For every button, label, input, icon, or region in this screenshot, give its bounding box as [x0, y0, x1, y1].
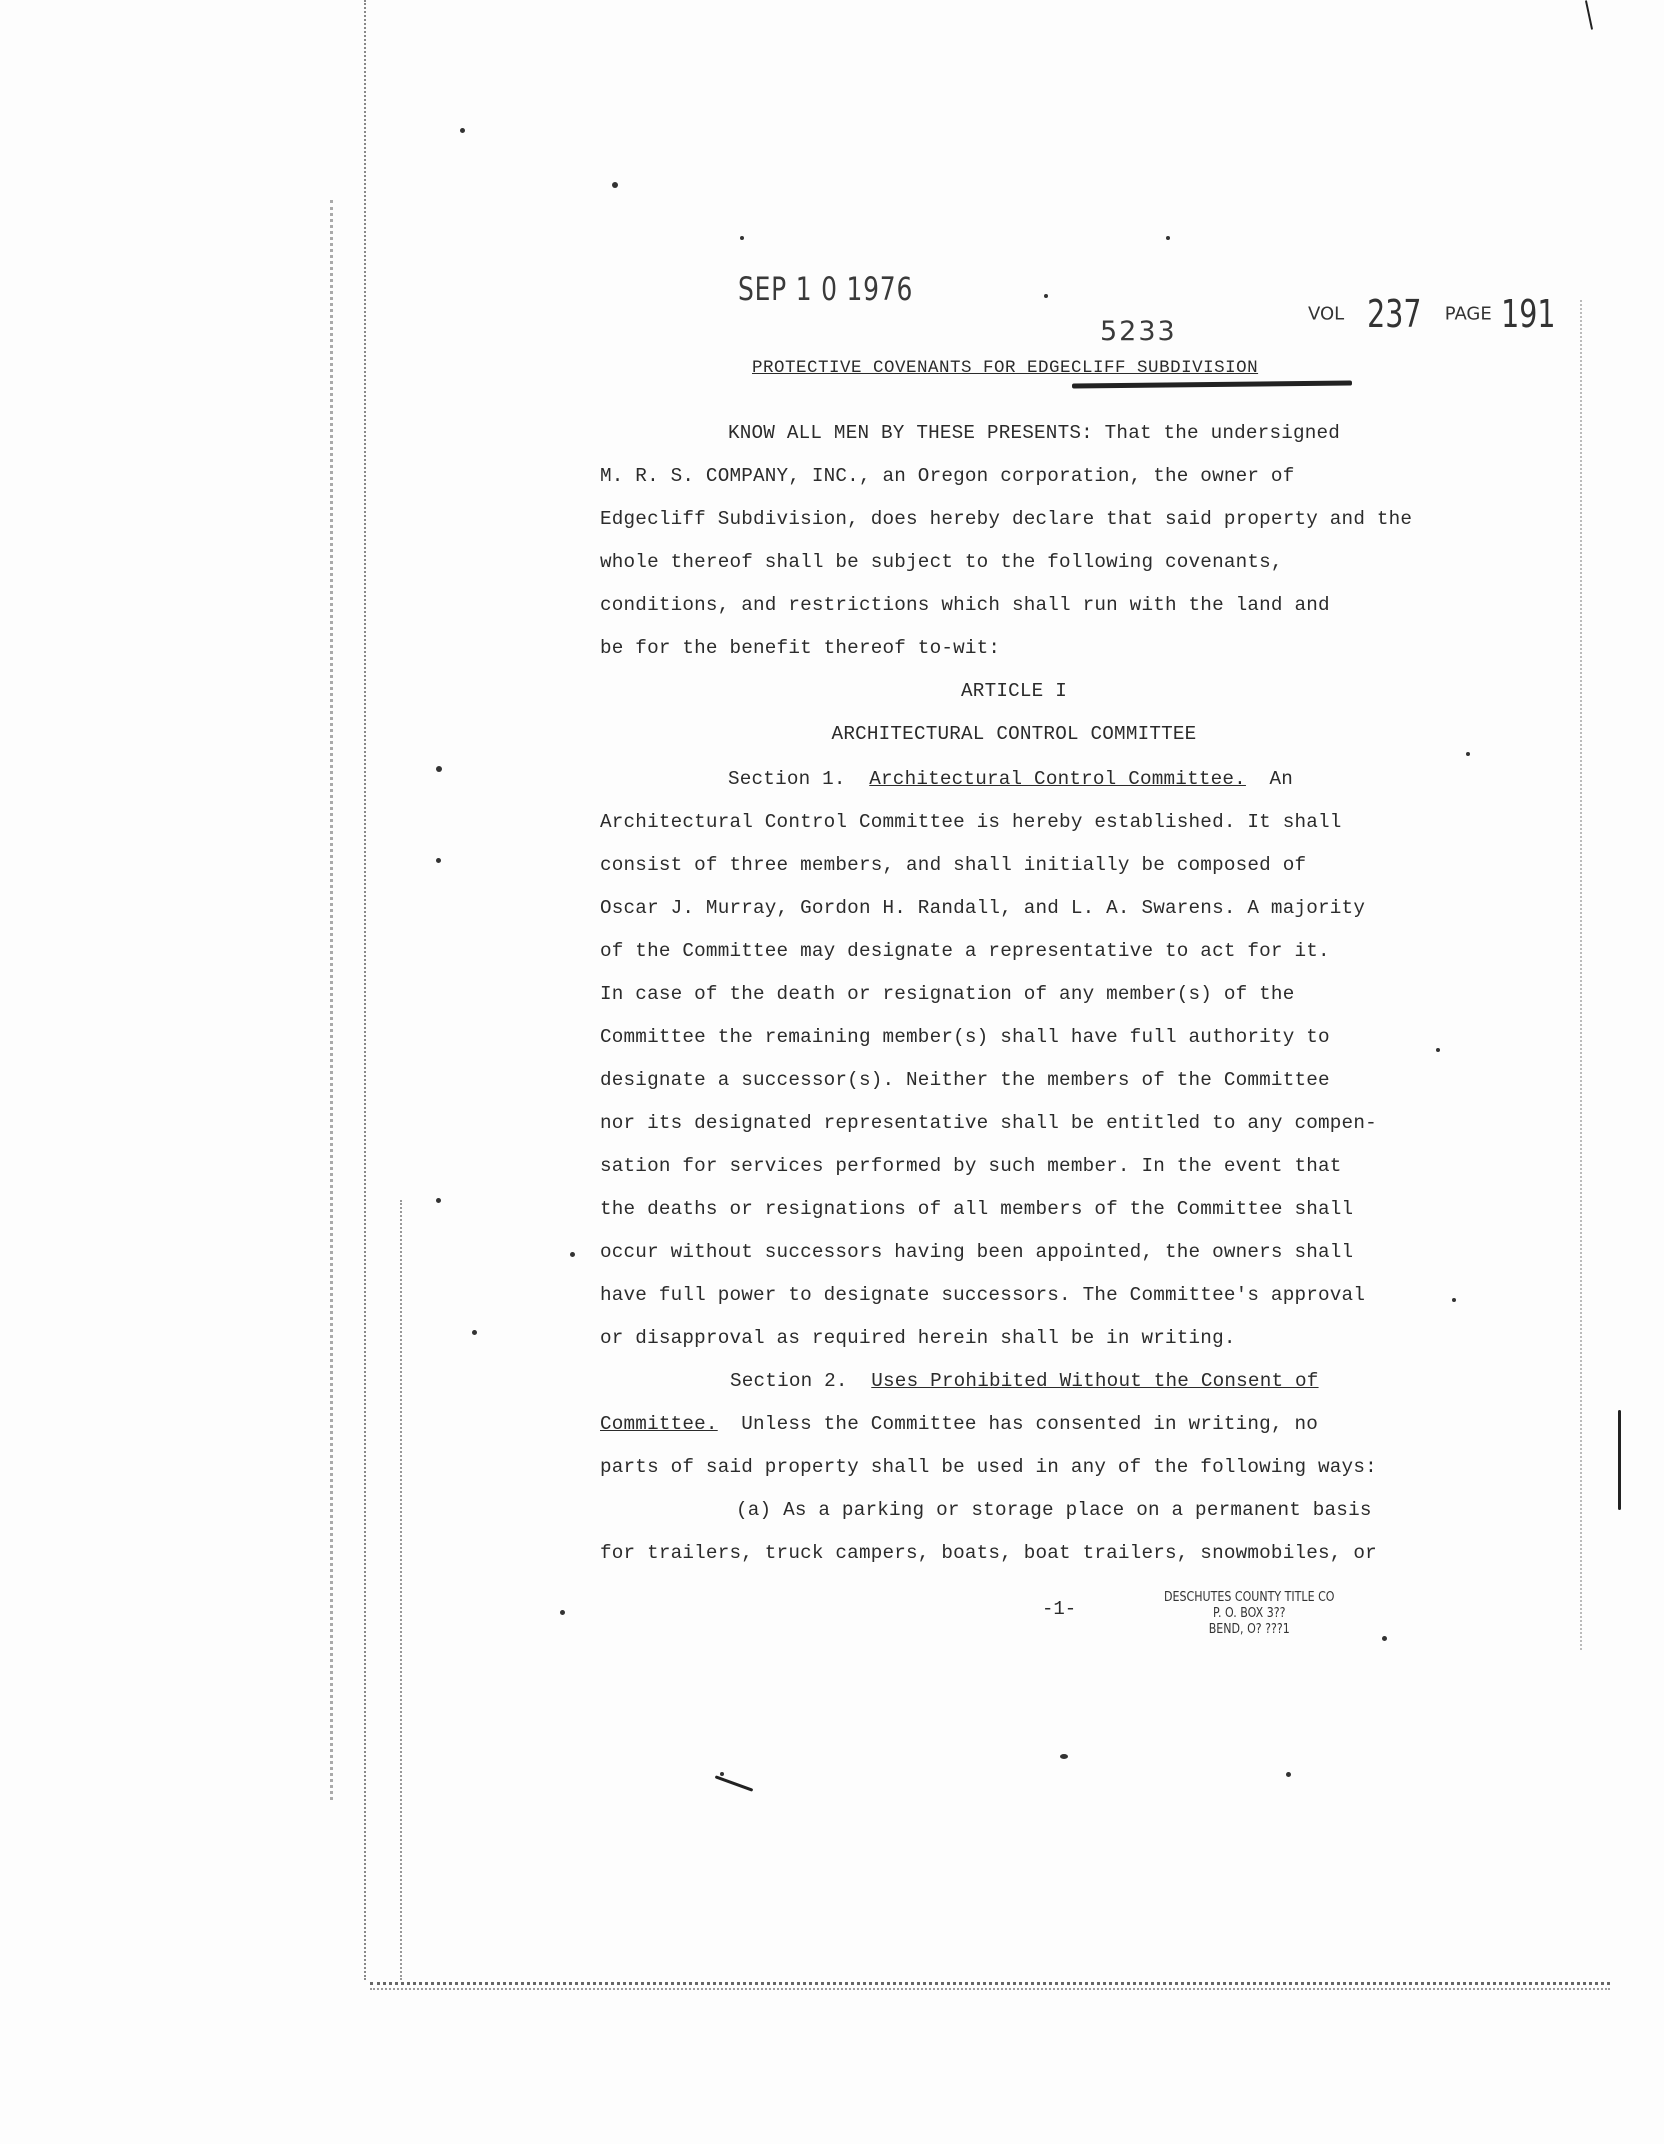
article-number: ARTICLE I [961, 680, 1067, 702]
scan-speck [740, 236, 744, 240]
section1-line: Architectural Control Committee is hereby established. It shall [600, 811, 1342, 833]
section2-label: Section 2. [730, 1370, 848, 1392]
scan-speck [472, 1330, 477, 1335]
volume-page-stamp [1308, 292, 1564, 336]
intro-line: KNOW ALL MEN BY THESE PRESENTS: That the undersigned [728, 422, 1341, 444]
section1-line: have full power to designate successors. The Committee's approval [600, 1284, 1366, 1306]
scan-edge-stroke [1618, 1410, 1621, 1510]
section2-item-a-continued: for trailers, truck campers, boats, boat trailers, snowmobiles, or [600, 1542, 1377, 1564]
article-heading: ARCHITECTURAL CONTROL COMMITTEE [831, 723, 1197, 745]
section1-line: sation for services performed by such member. In the event that [600, 1155, 1342, 1177]
scan-bottom-band [370, 1982, 1610, 1985]
title-company-city: BEND, O? ???1 [1208, 1622, 1290, 1637]
section1-first-line [728, 768, 1293, 790]
scan-margin-line [1580, 300, 1582, 1650]
scan-speck [1452, 1298, 1456, 1302]
section2-line: parts of said property shall be used in any of the following ways: [600, 1456, 1377, 1478]
section1-line: designate a successor(s). Neither the members of the Committee [600, 1069, 1330, 1091]
scan-speck [1286, 1772, 1291, 1777]
section2-heading-part1: Uses Prohibited Without the Consent of [871, 1370, 1319, 1392]
section1-line: consist of three members, and shall initially be composed of [600, 854, 1307, 876]
title-company-stamp [1164, 1590, 1334, 1638]
scan-speck [560, 1610, 565, 1615]
title-underline-mark [1072, 381, 1352, 389]
section1-first-line-tail: An [1269, 768, 1294, 790]
document-title: PROTECTIVE COVENANTS FOR EDGECLIFF SUBDIVISION [752, 358, 1259, 378]
scan-speck [436, 766, 442, 772]
scan-speck [720, 1772, 724, 1776]
section1-line: of the Committee may designate a representative to act for it. [600, 940, 1330, 962]
section1-line: nor its designated representative shall be entitled to any compen- [600, 1112, 1377, 1134]
page-number: 191 [1500, 292, 1556, 336]
scan-speck [570, 1252, 575, 1257]
scan-speck [612, 182, 618, 188]
received-date-stamp: SEP 1 0 1976 [738, 270, 914, 308]
scan-speck [436, 858, 441, 863]
scan-bottom-band [370, 1988, 1610, 1990]
scan-mark [715, 1775, 754, 1792]
scan-margin-line [330, 200, 333, 1800]
section2-item-a: (a) As a parking or storage place on a permanent basis [736, 1499, 1372, 1521]
scan-speck [460, 128, 465, 133]
scan-margin-line [400, 1200, 402, 1980]
section2-heading-part2: Committee. [600, 1413, 718, 1435]
scan-speck [1166, 236, 1170, 240]
section1-line: Committee the remaining member(s) shall have full authority to [600, 1026, 1330, 1048]
scan-speck [1382, 1636, 1387, 1641]
intro-line: Edgecliff Subdivision, does hereby declare that said property and the [600, 508, 1413, 530]
scan-margin-line [364, 0, 366, 1980]
section1-line: the deaths or resignations of all members of the Committee shall [600, 1198, 1354, 1220]
vol-number: 237 [1367, 292, 1422, 336]
scan-speck [1466, 752, 1470, 756]
page-marker: -1- [1042, 1598, 1077, 1620]
section1-line: occur without successors having been appointed, the owners shall [600, 1241, 1354, 1263]
vol-label: VOL [1308, 303, 1345, 325]
title-company-name: DESCHUTES COUNTY TITLE CO [1164, 1590, 1335, 1605]
section2-second-line [600, 1413, 1318, 1435]
intro-line: be for the benefit thereof to-wit: [600, 637, 1001, 659]
scan-speck [1436, 1048, 1440, 1052]
intro-line: whole thereof shall be subject to the following covenants, [600, 551, 1283, 573]
title-company-box: P. O. BOX 3?? [1213, 1606, 1286, 1621]
document-number: 5233 [1100, 316, 1177, 347]
scan-speck [1060, 1754, 1068, 1759]
scan-speck [1044, 294, 1048, 298]
section2-line2-tail: Unless the Committee has consented in writing, no [741, 1413, 1319, 1435]
section1-line: or disapproval as required herein shall be in writing. [600, 1327, 1236, 1349]
scan-speck [436, 1198, 441, 1203]
section2-first-line [730, 1370, 1319, 1392]
intro-line: M. R. S. COMPANY, INC., an Oregon corporation, the owner of [600, 465, 1295, 487]
section1-heading: Architectural Control Committee. [869, 768, 1246, 790]
scan-edge-stroke [1585, 0, 1593, 30]
section1-line: Oscar J. Murray, Gordon H. Randall, and L. A. Swarens. A majority [600, 897, 1366, 919]
page-label: PAGE [1444, 303, 1492, 325]
section1-line: In case of the death or resignation of any member(s) of the [600, 983, 1295, 1005]
intro-line: conditions, and restrictions which shall run with the land and [600, 594, 1330, 616]
section1-label: Section 1. [728, 768, 846, 790]
